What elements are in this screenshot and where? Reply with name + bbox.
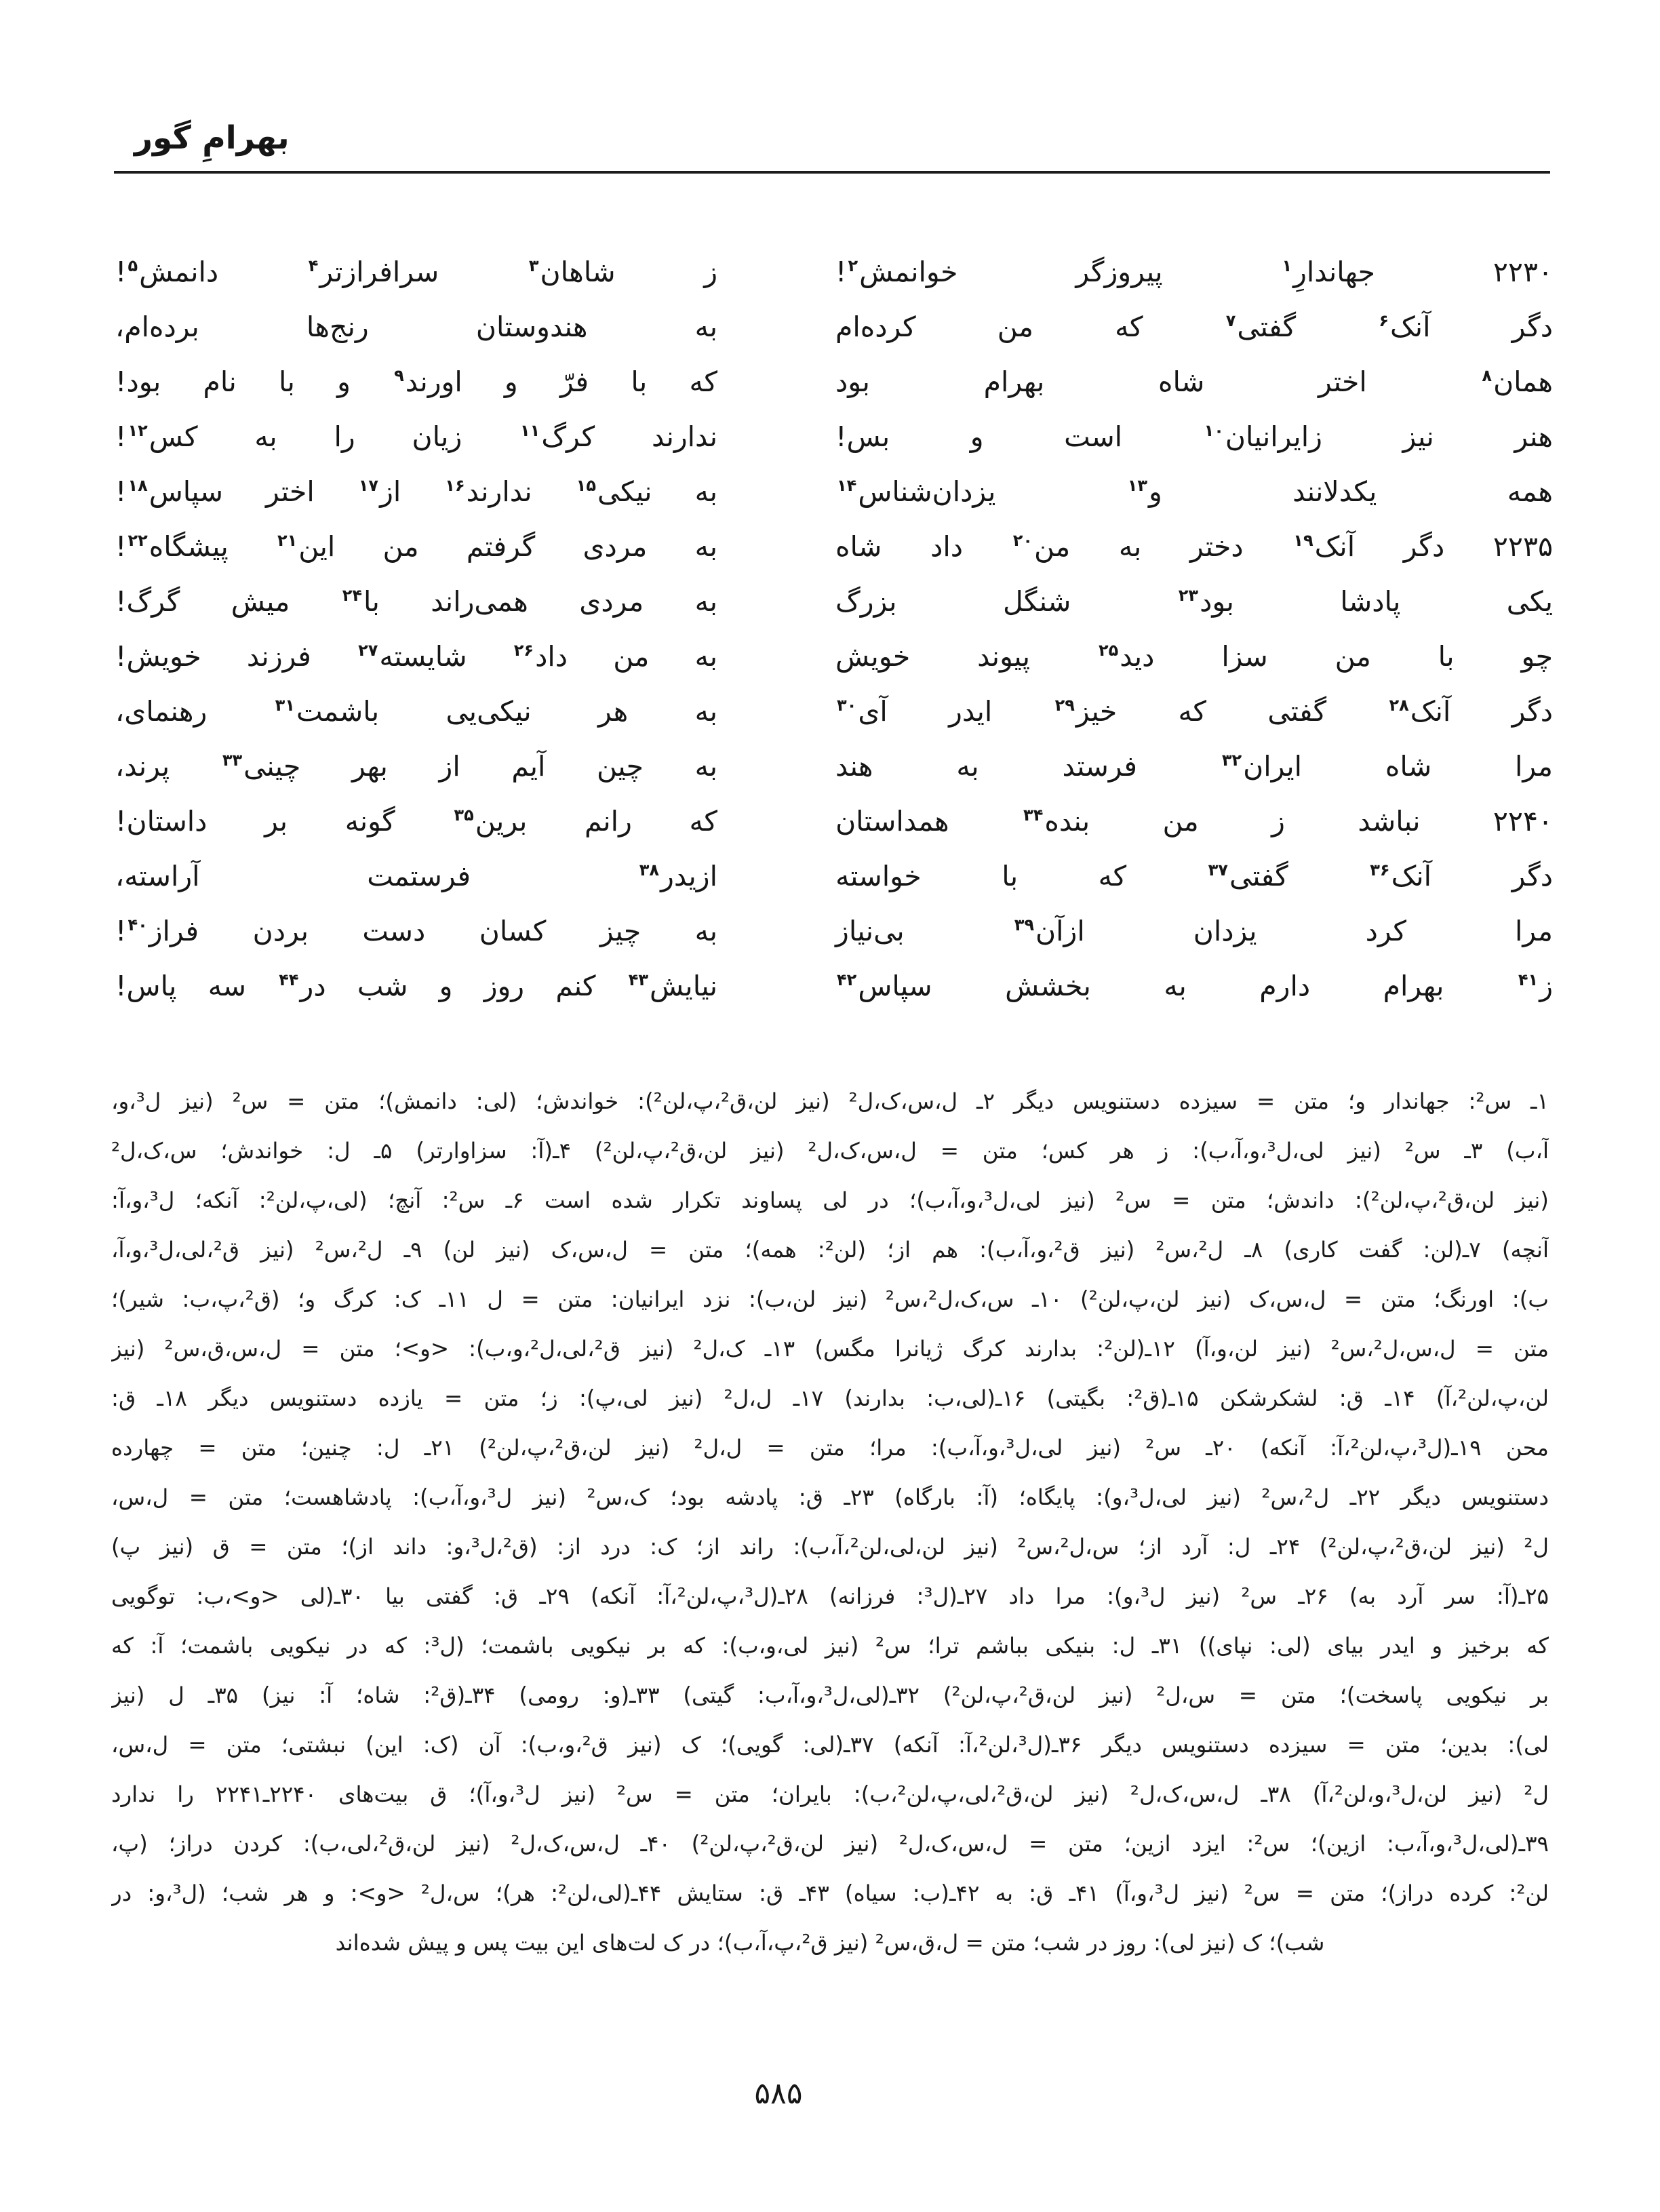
word: خواسته <box>835 859 922 892</box>
word: فرّ <box>559 365 589 398</box>
footnote-line: که برخیز و ایدر بیای (لی: نپای)) ۳۱ـ ل: بنیکی بباشم ترا؛ س² (نیز لی،و،ب): که بر نیکویی باشمت؛ (ل³: که در نیکویی باشمت؛ آ: که <box>111 1633 1549 1659</box>
footnote-ref: ۳۸ <box>639 860 660 880</box>
footnote-line: لن،پ،لن²،آ) ۱۴ـ ق: لشکرشکن ۱۵ـ(ق²: بگیتی) ۱۶ـ(لی،ب: بدارند) ۱۷ـ ل،ل² (نیز لی،پ): ز؛ متن = یازده دستنویس دیگر ۱۸ـ ق: <box>111 1385 1549 1411</box>
verse-number: ۲۲۳۰ <box>1493 255 1553 288</box>
word: دگر <box>1511 859 1553 892</box>
word: من <box>1162 804 1199 837</box>
word: شب <box>357 969 408 1002</box>
footnote-ref: ۵ <box>127 256 138 275</box>
verse-row <box>115 958 1553 1013</box>
word: ازآن$^{۳۹}$ <box>1014 914 1085 947</box>
hemistich-right <box>835 860 1553 892</box>
footnote-ref: ۲۰ <box>1012 530 1033 550</box>
hemistich-left <box>115 366 717 398</box>
footnote-line: ب): اورنگ؛ متن = ل،س،ک (نیز لن،پ،لن²) ۱۰ـ س،ک،ل²،س² (نیز لن،ب): نزد ایرانیان: متن = ل ۱۱ـ ک: کرگ و؛ (ق²،پ،ب: شیر)؛ <box>111 1286 1549 1312</box>
word: از <box>439 749 460 783</box>
word: بزرگ <box>835 585 897 618</box>
verse-row <box>115 299 1553 354</box>
footnote-ref: ۳۹ <box>1014 915 1035 934</box>
word: رهنمای، <box>115 694 208 728</box>
word: گونه <box>344 804 395 837</box>
verse-row <box>115 574 1553 629</box>
footnote-ref: ۴ <box>308 256 319 275</box>
verse-row <box>115 409 1553 464</box>
word: زایرانیان$^{۱۰}$ <box>1204 420 1322 453</box>
hemistich-left <box>115 640 717 673</box>
word: ایدر <box>949 694 993 728</box>
footnote-line: لن²: کرده دراز)؛ متن = س² (نیز ل³،و،آ) ۴۱ـ ق: به ۴۲ـ(ب: سیاه) ۴۳ـ ق: ستایش ۴۴ـ(لی،لن²: هر)؛ س،ل² <و>: و هر شب؛ (ل³،و: در <box>111 1880 1549 1906</box>
word: یکی <box>1506 585 1553 618</box>
footnote-ref: ۶ <box>1379 311 1389 330</box>
footnote-ref: ۱۴ <box>837 475 857 495</box>
footnote-line: لی): بدین؛ متن = سیزده دستنویس دیگر ۳۶ـ(ل³،لن²،آ: آنکه) ۳۷ـ(لی: گویی)؛ ک (نیز ق²،و،ب): آن (ک: این) نبشتی؛ متن = ل،س، <box>111 1732 1549 1758</box>
word: گرفتم <box>466 530 536 563</box>
word: فرستمت <box>367 859 471 892</box>
word: آنک$^{۳۶}$ <box>1370 859 1432 892</box>
word: اختر <box>1318 365 1367 398</box>
footnote-ref: ۲۸ <box>1389 695 1409 715</box>
word: اورند$^۹$ <box>394 365 462 398</box>
word: مرا <box>1515 749 1553 783</box>
word: دانمش$^۵$! <box>115 255 219 288</box>
poem <box>115 244 1553 1013</box>
word: به <box>956 749 979 783</box>
footnote-line: دستنویس دیگر ۲۲ـ ل²،س² (نیز لی،ل³،و): پایگاه؛ (آ: بارگاه) ۲۳ـ ق: پادشه بود؛ ک،س² (نیز ل³،و،آ،ب): پادشاهست؛ متن = ل،س، <box>111 1484 1549 1510</box>
hemistich-right <box>835 311 1553 343</box>
word: در$^{۴۴}$ <box>279 969 326 1002</box>
word: همان$^۸$ <box>1482 365 1553 398</box>
word: سپاس$^{۴۲}$ <box>837 969 932 1002</box>
word: چین <box>597 749 644 783</box>
word: اختر <box>266 475 315 508</box>
word: را <box>334 420 355 453</box>
verse-number: ۲۲۴۰ <box>1493 804 1553 837</box>
footnote-ref: ۱۵ <box>576 475 596 495</box>
footnote-ref: ۱۹ <box>1293 530 1313 550</box>
footnote-ref: ۲۳ <box>1178 585 1199 605</box>
hemistich-left <box>115 860 717 892</box>
word: هنر <box>1514 420 1553 453</box>
word: مردی <box>579 585 644 618</box>
word: هر <box>598 694 629 728</box>
footnote-ref: ۱ <box>1282 256 1292 275</box>
word: چو <box>1521 639 1553 673</box>
word: گفتی$^۷$ <box>1225 310 1297 343</box>
word: بردن <box>252 914 309 947</box>
footnote-ref: ۸ <box>1482 366 1493 385</box>
word: به <box>694 585 717 618</box>
word: به <box>694 475 717 508</box>
word: رنج‌ها <box>306 310 369 343</box>
word: فرزند <box>246 639 311 673</box>
hemistich-right <box>835 970 1553 1002</box>
footnote-ref: ۴۳ <box>628 970 649 989</box>
footnote-ref: ۴۲ <box>837 970 857 989</box>
word: بهر <box>351 749 388 783</box>
word: همی‌راند <box>431 585 528 618</box>
word: آیم <box>511 749 546 783</box>
hemistich-left <box>115 256 717 288</box>
word: با$^{۲۴}$ <box>342 585 380 618</box>
word: سزا <box>1221 639 1268 673</box>
verse-row <box>115 738 1553 793</box>
verse-row <box>115 354 1553 409</box>
word: بس! <box>835 420 890 453</box>
word: دگر <box>1403 530 1445 563</box>
word: گفتی$^{۳۷}$ <box>1208 859 1288 892</box>
word: چیز <box>599 914 641 947</box>
footnotes-block <box>111 1077 1549 1968</box>
word: و$^{۱۳}$ <box>1127 475 1162 508</box>
word: بهرام <box>1383 969 1444 1002</box>
hemistich-right <box>835 420 1553 453</box>
word: زیان <box>412 420 462 453</box>
word: به <box>694 310 717 343</box>
word: داد <box>930 530 963 563</box>
footnote-ref: ۳۱ <box>275 695 295 715</box>
footnote-ref: ۲۲ <box>127 530 148 550</box>
word: دختر <box>1189 530 1244 563</box>
footnote-ref: ۱۱ <box>520 420 540 440</box>
hemistich-left <box>115 311 717 343</box>
footnote-ref: ۷ <box>1225 311 1236 330</box>
word: کنم <box>555 969 596 1002</box>
word: سرافرازتر$^۴$ <box>308 255 439 288</box>
footnote-line: محن ۱۹ـ(ل³،پ،لن²،آ: آنکه) ۲۰ـ س² (نیز لی،ل³،و،آ،ب): مرا؛ متن = ل،ل² (نیز لن،ق²،پ،لن²) ۲۱ـ ل: چنین؛ متن = چهارده <box>111 1435 1549 1461</box>
hemistich-left <box>115 915 717 947</box>
word: پیوند <box>977 639 1031 673</box>
footnote-ref: ۲۹ <box>1054 695 1075 715</box>
word: فراز$^{۴۰}$! <box>115 914 199 947</box>
word: روز <box>483 969 525 1002</box>
word: این$^{۲۱}$ <box>277 530 336 563</box>
word: نیز <box>1402 420 1434 453</box>
word: نیکی$^{۱۵}$ <box>576 475 652 508</box>
word: یزدان‌شناس$^{۱۴}$ <box>837 475 996 508</box>
word: پیشگاه$^{۲۲}$! <box>115 530 229 563</box>
word: به <box>1164 969 1187 1002</box>
word: میش <box>231 585 290 618</box>
hemistich-left <box>115 750 717 783</box>
word: من <box>382 530 419 563</box>
word: من$^{۲۰}$ <box>1012 530 1071 563</box>
footnote-line: ۱ـ س²: جهاندار و؛ متن = سیزده دستنویس دیگر ۲ـ ل،س،ک،ل² (نیز لن،ق²،پ،لن²): خواندش؛ (لی: دانمش)؛ متن = س² (نیز ل³،و، <box>111 1088 1549 1114</box>
word: آنک$^{۱۹}$ <box>1293 530 1356 563</box>
word: ایران$^{۳۲}$ <box>1221 749 1303 783</box>
word: کسان <box>479 914 547 947</box>
word: رانم <box>584 804 632 837</box>
word: خوانمش$^۲$! <box>835 255 958 288</box>
word: ندارند$^{۱۶}$ <box>445 475 532 508</box>
word: به <box>694 639 717 673</box>
word: خیز$^{۲۹}$ <box>1054 694 1118 728</box>
word: شاه <box>835 530 882 563</box>
word: پادشا <box>1340 585 1401 618</box>
word: یکدلانند <box>1292 475 1377 508</box>
word: آراسته، <box>115 859 200 892</box>
word: آنک$^{۲۸}$ <box>1389 694 1451 728</box>
word: شاه <box>1158 365 1205 398</box>
verse-row <box>115 464 1553 519</box>
word: نیکی‌یی <box>446 694 532 728</box>
word: کرد <box>1365 914 1406 947</box>
word: همه <box>1507 475 1553 508</box>
word: به <box>254 420 277 453</box>
footnote-ref: ۳۰ <box>837 695 857 715</box>
footnote-ref: ۳۷ <box>1208 860 1228 880</box>
word: که <box>1098 859 1127 892</box>
word: فرستد <box>1062 749 1138 783</box>
word: دارم <box>1259 969 1311 1002</box>
word: چینی$^{۳۳}$ <box>222 749 301 783</box>
hemistich-right <box>835 695 1553 728</box>
word: و <box>439 969 453 1002</box>
word: به <box>694 914 717 947</box>
word: خویش! <box>115 639 201 673</box>
word: بر <box>264 804 288 837</box>
word: بهرام <box>983 365 1045 398</box>
word: شاهان$^۳$ <box>528 255 616 288</box>
word: ز <box>704 255 717 288</box>
hemistich-left <box>115 970 717 1002</box>
hemistich-left <box>115 475 717 508</box>
footnote-ref: ۲ <box>848 256 858 275</box>
word: با <box>1002 859 1019 892</box>
word: نیایش$^{۴۳}$ <box>628 969 717 1002</box>
word: بنده$^{۳۴}$ <box>1023 804 1090 837</box>
verse-row <box>115 519 1553 574</box>
word: سه <box>208 969 247 1002</box>
word: بود <box>835 365 870 398</box>
footnote-ref: ۳۳ <box>222 750 243 770</box>
word: و <box>970 420 984 453</box>
footnote-line: ل² (نیز لن،ق²،پ،لن²) ۲۴ـ ل: آرد از؛ س،ل²،س² (نیز لن،لی،لن²،آ،ب): راند از؛ ک: درد از: (ق²،ل³،و: داند از)؛ متن = ق (نیز پ) <box>111 1534 1549 1560</box>
hemistich-left <box>115 695 717 728</box>
word: داستان! <box>115 804 208 837</box>
word: به <box>694 749 717 783</box>
footnote-ref: ۱۷ <box>358 475 379 495</box>
footnote-ref: ۳۲ <box>1221 750 1242 770</box>
footnote-ref: ۴۰ <box>127 915 148 934</box>
footnote-ref: ۴۴ <box>279 970 299 989</box>
hemistich-right <box>835 750 1553 783</box>
footnote-line: آنچه) ۷ـ(لن: گفت کاری) ۸ـ ل²،س² (نیز ق²،و،آ،ب): هم از؛ (لن²: همه)؛ متن = ل،س،ک (نیز لن) ۹ـ ل²،س² (نیز ق²،لی،ل³،و،آ، <box>111 1237 1549 1263</box>
word: پیروزگر <box>1075 255 1163 288</box>
hemistich-left <box>115 420 717 453</box>
verse-number: ۲۲۳۵ <box>1493 530 1553 563</box>
word: هندوستان <box>475 310 588 343</box>
word: پرند، <box>115 749 170 783</box>
verse-row <box>115 244 1553 299</box>
word: سپاس$^{۱۸}$! <box>115 475 224 508</box>
word: من <box>613 639 650 673</box>
verse-row <box>115 629 1553 684</box>
word: آی$^{۳۰}$ <box>837 694 888 728</box>
word: با <box>631 365 648 398</box>
hemistich-right <box>835 915 1553 947</box>
hemistich-right <box>835 530 1553 563</box>
word: ازیدر$^{۳۸}$ <box>639 859 717 892</box>
word: همداستان <box>835 804 949 837</box>
word: بی‌نیاز <box>835 914 905 947</box>
word: گرگ! <box>115 585 180 618</box>
footnote-line: آ،ب) ۳ـ س² (نیز لی،ل³،و،آ،ب): ز هر کس؛ متن = ل،س،ک،ل² (نیز لن،ق²،پ،لن²) ۴ـ(آ: سزاوارتر) ۵ـ ل: خواندش؛ س،ک،ل² <box>111 1138 1549 1164</box>
word: مرا <box>1515 914 1553 947</box>
verse-row <box>115 793 1553 848</box>
word: به <box>694 694 717 728</box>
word: بود! <box>115 365 161 398</box>
footnote-ref: ۱۳ <box>1127 475 1147 495</box>
word: که <box>1178 694 1207 728</box>
hemistich-left <box>115 530 717 563</box>
word: آنک$^۶$ <box>1379 310 1431 343</box>
footnote-line: متن = ل،س،ل²،س² (نیز لن،و،آ) ۱۲ـ(لن²: بدارند کرگ ژیانرا مگس) ۱۳ـ ک،ل² (نیز ق²،لی،ل²،و،ب): <و>؛ متن = ل،س،ق،س² (نیز <box>111 1336 1549 1362</box>
hemistich-right <box>835 475 1553 508</box>
word: شایسته$^{۲۷}$ <box>358 639 467 673</box>
word: من <box>1335 639 1371 673</box>
word: دست <box>362 914 426 947</box>
footnote-ref: ۳۵ <box>454 805 474 825</box>
running-header-title: بهرامِ گور <box>134 119 290 157</box>
hemistich-right <box>835 585 1553 618</box>
word: دید$^{۲۵}$ <box>1098 639 1155 673</box>
hemistich-right <box>835 805 1553 837</box>
footnote-ref: ۳۶ <box>1370 860 1390 880</box>
hemistich-right <box>835 256 1553 288</box>
word: و <box>504 365 518 398</box>
footnote-ref: ۳ <box>528 256 539 275</box>
word: شاه <box>1385 749 1432 783</box>
hemistich-right <box>835 640 1553 673</box>
word: کرگ$^{۱۱}$ <box>520 420 595 453</box>
hemistich-right <box>835 366 1553 398</box>
word: کس$^{۱۲}$! <box>115 420 198 453</box>
word: هند <box>835 749 873 783</box>
word: که <box>689 804 717 837</box>
word: ندارند <box>651 420 717 453</box>
footnote-ref: ۲۵ <box>1098 640 1119 660</box>
footnote-line: (نیز لن،ق²،پ،لن²): داندش؛ متن = س² (نیز لی،ل³،و،آ،ب)؛ در لی پساوند تکرار شده است ۶ـ س²: آنچ؛ (لی،پ،لن²: آنکه؛ ل³،و،آ: <box>111 1187 1549 1213</box>
word: من <box>997 310 1033 343</box>
word: که <box>689 365 717 398</box>
word: ز <box>1271 804 1285 837</box>
footnote-ref: ۹ <box>394 366 404 385</box>
page-number: ۵۸۵ <box>754 2076 803 2111</box>
word: باشمت$^{۳۱}$ <box>275 694 380 728</box>
word: و <box>337 365 351 398</box>
word: دگر <box>1511 694 1553 728</box>
footnote-ref: ۴۱ <box>1518 970 1539 989</box>
word: یزدان <box>1193 914 1257 947</box>
footnote-line: ل² (نیز لن،ل³،و،لن²،آ) ۳۸ـ ل،س،ک،ل² (نیز لن،ق²،لی،پ،لن²،ب): بایران؛ متن = س² (نیز ل³،و،آ)؛ ق بیت‌های ۲۲۴۰ـ۲۲۴۱ را ندارد <box>111 1781 1549 1807</box>
word: بخشش <box>1005 969 1091 1002</box>
footnote-line: ۲۵ـ(آ: سر آرد به) ۲۶ـ س² (نیز ل³،و): مرا داد ۲۷ـ(ل³: فرزانه) ۲۸ـ(ل³،پ،لن²،آ: آنکه) ۲۹ـ ق: گفتی بیا ۳۰ـ(لی <و>،ب: توگویی <box>111 1583 1549 1609</box>
footnote-line: شب)؛ ک (نیز لی): روز در شب؛ متن = ل،ق،س² (نیز ق²،پ،آ،ب)؛ در ک لت‌های این بیت پس و پیش شده‌اند <box>335 1930 1325 1956</box>
footnote-ref: ۱۰ <box>1204 420 1224 440</box>
footnote-ref: ۲۴ <box>342 585 362 605</box>
footnote-ref: ۱۸ <box>127 475 148 495</box>
footnote-ref: ۱۶ <box>445 475 465 495</box>
footnote-line: بر نیکویی پاسخت)؛ متن = س،ل² (نیز لن،ق²،پ،لن²) ۳۲ـ(لی،ل³،و،آ،ب: گیتی) ۳۳ـ(و: رومی) ۳۴ـ(ق²: شاه؛ آ: نیز) ۳۵ـ ل (نیز <box>111 1682 1549 1708</box>
word: شنگل <box>1002 585 1071 618</box>
verse-row <box>115 848 1553 903</box>
word: که <box>1115 310 1143 343</box>
header-rule <box>114 171 1550 174</box>
footnote-ref: ۲۷ <box>358 640 378 660</box>
word: از$^{۱۷}$ <box>358 475 401 508</box>
word: داد$^{۲۶}$ <box>513 639 568 673</box>
word: برده‌ام، <box>115 310 199 343</box>
word: دگر <box>1511 310 1553 343</box>
word: نام <box>203 365 237 398</box>
footnote-ref: ۳۴ <box>1023 805 1044 825</box>
word: نباشد <box>1358 804 1421 837</box>
verse-row <box>115 903 1553 958</box>
word: جهاندارِ$^۱$ <box>1282 255 1375 288</box>
word: کرده‌ام <box>835 310 916 343</box>
footnote-line: ۳۹ـ(لی،ل³،و،آ،ب: ازین)؛ س²: ایزد ازین؛ متن = ل،س،ک،ل² (نیز لن،ق²،پ،لن²) ۴۰ـ ل،س،ک،ل² (نیز لن،ق²،لی،ب): کردن دراز؛ (پ، <box>111 1831 1549 1857</box>
word: به <box>1118 530 1142 563</box>
verse-row <box>115 684 1553 738</box>
word: با <box>1438 639 1455 673</box>
word: با <box>279 365 295 398</box>
footnote-ref: ۱۲ <box>127 420 148 440</box>
word: خویش <box>835 639 911 673</box>
hemistich-left <box>115 805 717 837</box>
word: به <box>694 530 717 563</box>
word: برین$^{۳۵}$ <box>454 804 528 837</box>
word: پاس! <box>115 969 177 1002</box>
footnote-ref: ۲۶ <box>513 640 534 660</box>
footnote-ref: ۲۱ <box>277 530 298 550</box>
word: گفتی <box>1267 694 1327 728</box>
word: مردی <box>582 530 648 563</box>
hemistich-left <box>115 585 717 618</box>
word: ز$^{۴۱}$ <box>1518 969 1553 1002</box>
word: است <box>1064 420 1123 453</box>
word: بود$^{۲۳}$ <box>1178 585 1234 618</box>
